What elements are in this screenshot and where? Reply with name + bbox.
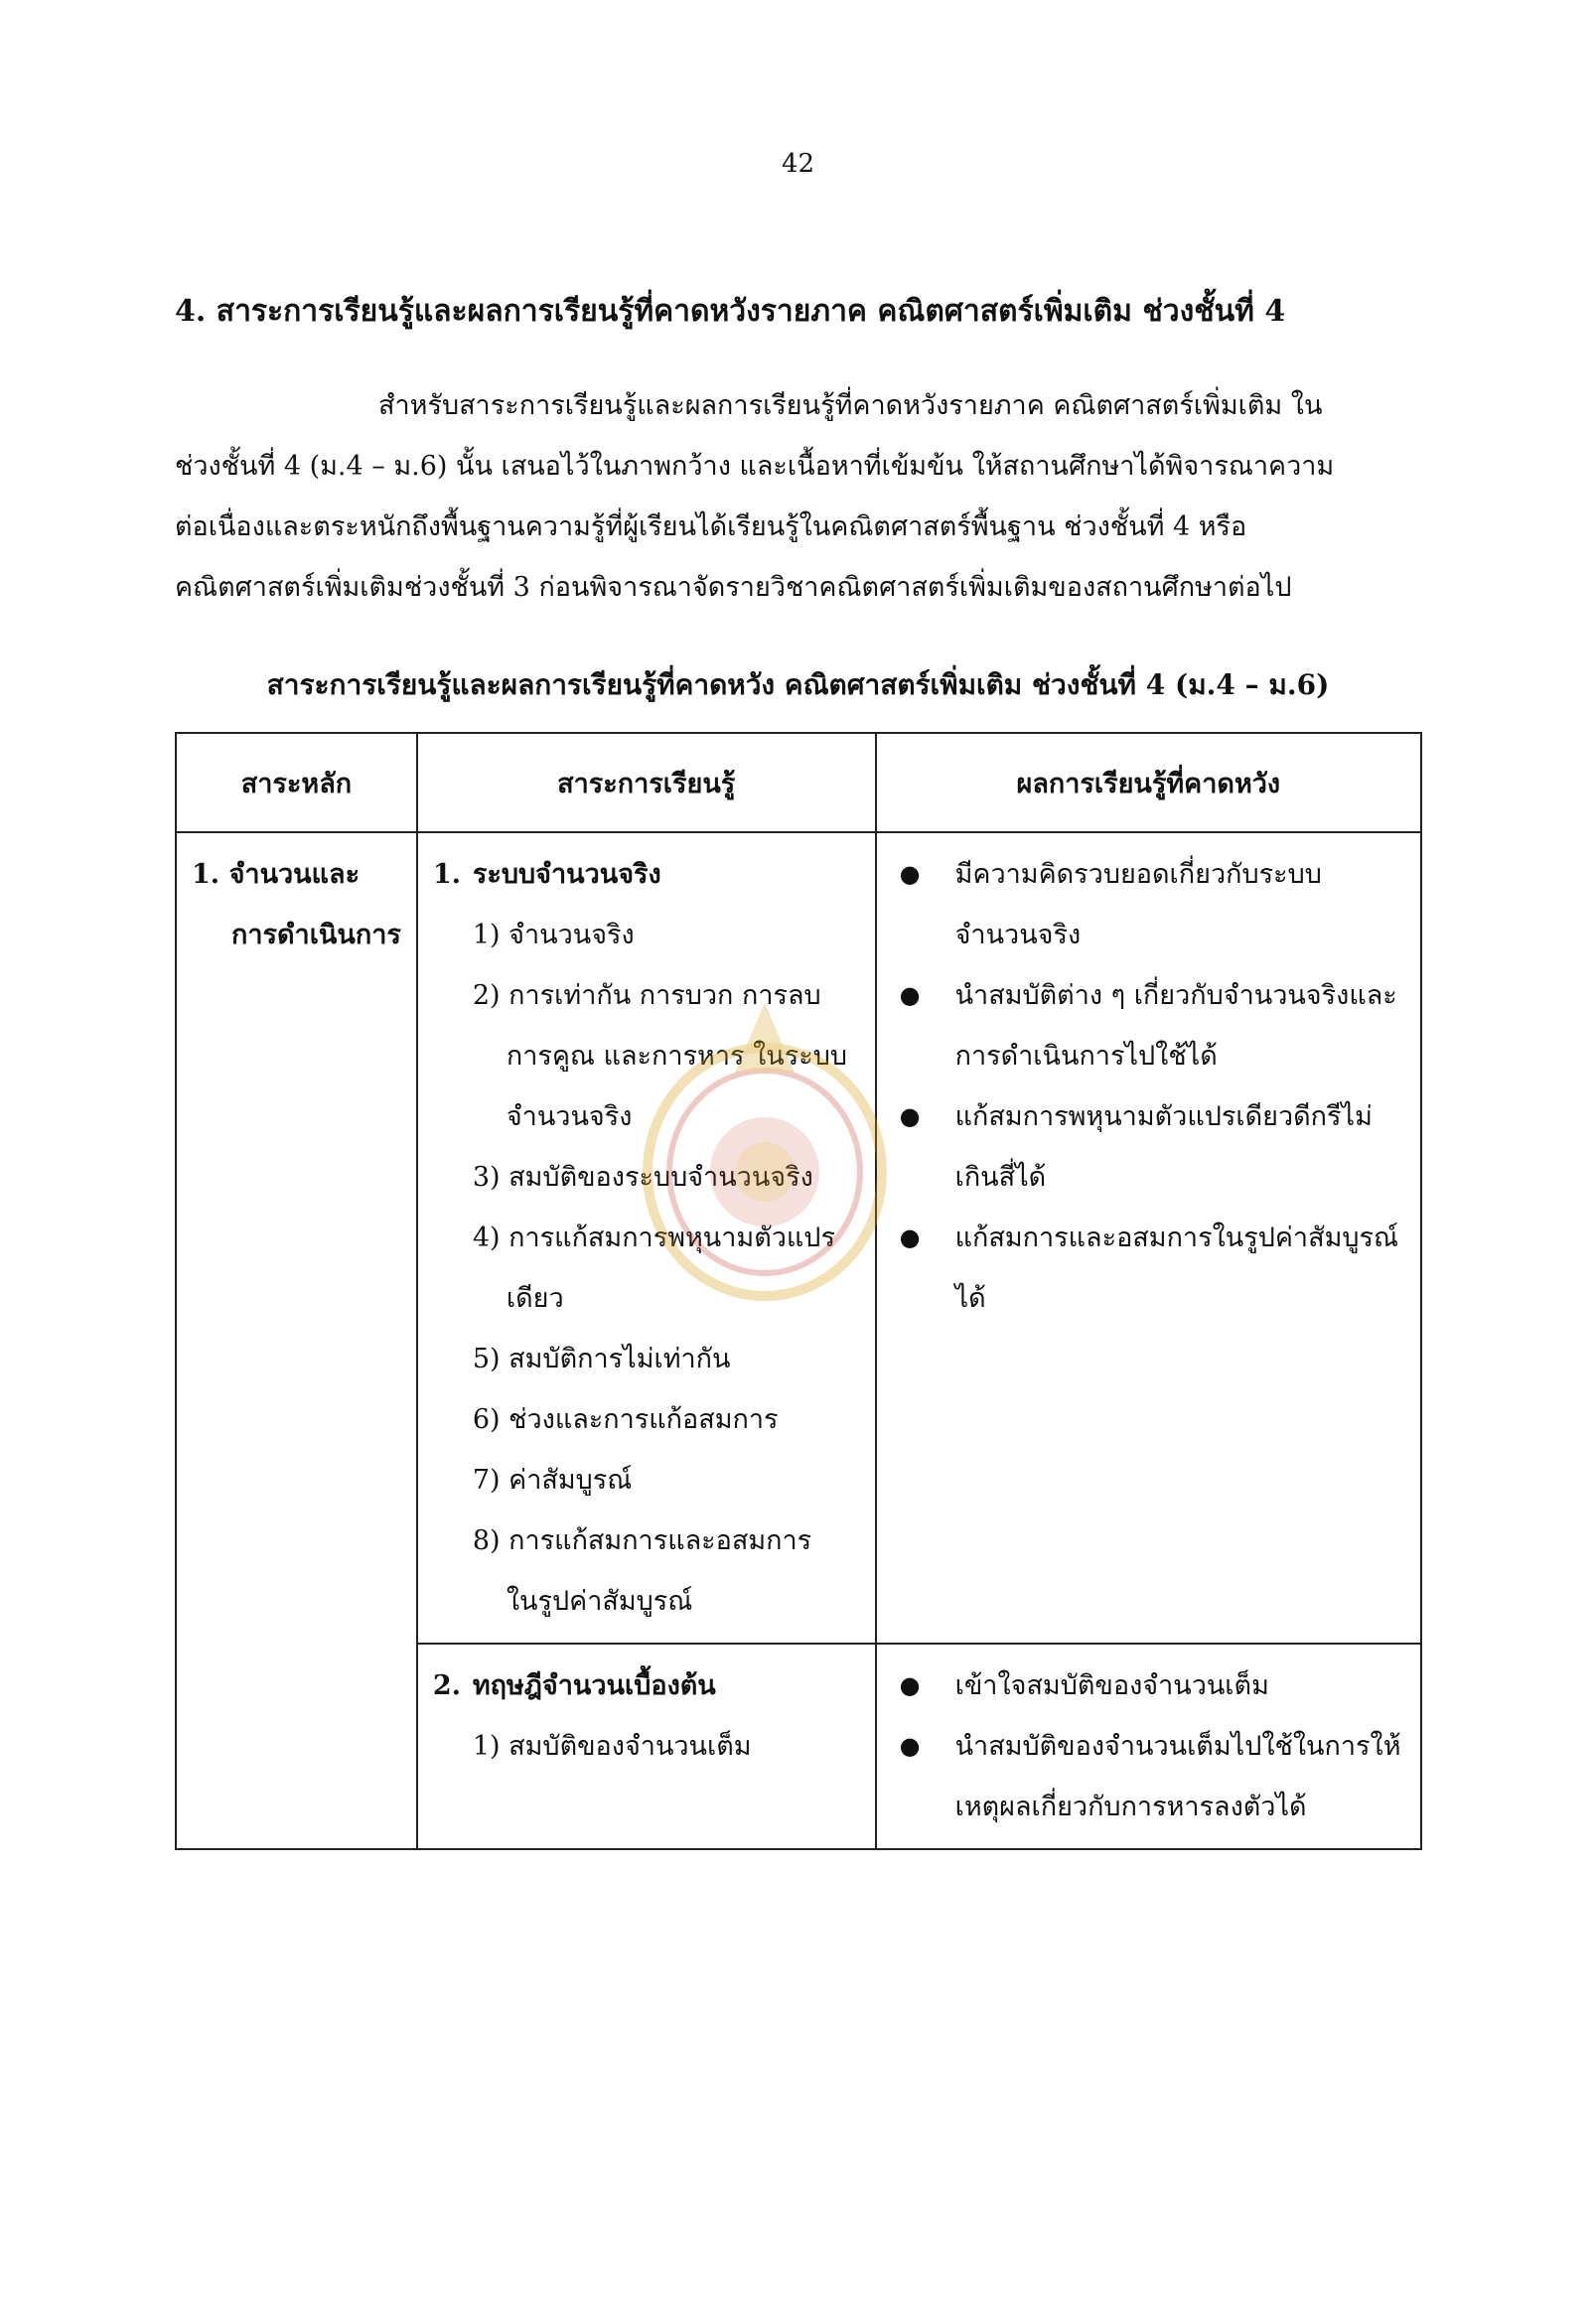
outcome-text: มีความคิดรวบยอดเกี่ยวกับระบบ — [954, 859, 1322, 890]
outcomes-cell — [876, 832, 1421, 1644]
outcome-text: จำนวนจริง — [954, 920, 1082, 950]
intro-line: สำหรับสาระการเรียนรู้และผลการเรียนรู้ที่คาดหวังรายภาค คณิตศาสตร์เพิ่มเติม ใน — [378, 390, 1323, 421]
content-group-label: ระบบจำนวนจริง — [472, 859, 661, 890]
header-expected-outcomes: ผลการเรียนรู้ที่คาดหวัง — [876, 733, 1421, 832]
content-item-text: ในรูปค่าสัมบูรณ์ — [506, 1586, 693, 1617]
table-caption: สาระการเรียนรู้และผลการเรียนรู้ที่คาดหวัง คณิตศาสตร์เพิ่มเติม ช่วงชั้นที่ 4 (ม.4 – ม.6) — [266, 668, 1330, 701]
content-item — [433, 1450, 860, 1511]
bullet-icon: ● — [899, 1223, 921, 1251]
outcome-text: เหตุผลเกี่ยวกับการหารลงตัวได้ — [954, 1792, 1307, 1822]
curriculum-table-wrapper — [175, 732, 1422, 1850]
content-item — [433, 965, 860, 1147]
outcome-text: ได้ — [954, 1283, 986, 1314]
content-item — [433, 1329, 860, 1389]
bullet-icon: ● — [899, 1671, 921, 1699]
learning-content-cell — [417, 832, 876, 1644]
content-item — [433, 905, 860, 965]
outcome-text: นำสมบัติของจำนวนเต็มไปใช้ในการให้ — [954, 1731, 1401, 1762]
curriculum-table — [175, 732, 1422, 1850]
intro-paragraph — [175, 375, 1406, 618]
outcome-text: เกินสี่ได้ — [954, 1162, 1047, 1193]
content-item — [433, 1511, 860, 1632]
content-group-label: ทฤษฎีจำนวนเบื้องต้น — [472, 1670, 716, 1701]
outcome-item — [892, 1716, 1405, 1837]
header-main-topic: สาระหลัก — [176, 733, 417, 832]
main-topic — [178, 834, 415, 975]
bullet-icon: ● — [899, 1102, 921, 1130]
content-item-text: 7) ค่าสัมบูรณ์ — [472, 1465, 633, 1496]
content-group-title — [433, 1655, 860, 1716]
outcome-item — [892, 844, 1405, 965]
content-group-number: 2. — [432, 1670, 462, 1701]
section-heading: 4. สาระการเรียนรู้และผลการเรียนรู้ที่คาดหวังรายภาค คณิตศาสตร์เพิ่มเติม ช่วงชั้นที่ 4 — [175, 294, 1286, 329]
header-learning-content: สาระการเรียนรู้ — [417, 733, 876, 832]
content-item-text: 8) การแก้สมการและอสมการ — [472, 1525, 812, 1556]
intro-line: ต่อเนื่องและตระหนักถึงพื้นฐานความรู้ที่ผู้เรียนได้เรียนรู้ในคณิตศาสตร์พื้นฐาน ช่วงชั้นที่ 4 หรือ — [175, 511, 1247, 542]
outcome-text: แก้สมการพหุนามตัวแปรเดียวดีกรีไม่ — [954, 1101, 1373, 1132]
outcome-item — [892, 1208, 1405, 1329]
page-number: 42 — [781, 149, 815, 179]
content-item-text: การคูณ และการหาร ในระบบ — [506, 1041, 847, 1072]
main-topic-line: การดำเนินการ — [231, 920, 401, 950]
content-item-text: 6) ช่วงและการแก้อสมการ — [472, 1404, 779, 1435]
outcome-text: เข้าใจสมบัติของจำนวนเต็ม — [954, 1670, 1269, 1701]
intro-line: ช่วงชั้นที่ 4 (ม.4 – ม.6) นั้น เสนอไว้ในภาพกว้าง และเนื้อหาที่เข้มข้น ให้สถานศึกษาได้พิจารณาความ — [175, 451, 1335, 482]
content-group-title — [433, 844, 860, 905]
main-topic-line: 1. จำนวนและ — [192, 859, 361, 890]
content-item-text: เดียว — [506, 1283, 564, 1314]
content-item — [433, 1147, 860, 1208]
content-item-text: 4) การแก้สมการพหุนามตัวแปร — [472, 1223, 835, 1253]
content-item-text: 5) สมบัติการไม่เท่ากัน — [472, 1344, 731, 1374]
content-item-text: 1) จำนวนจริง — [472, 920, 635, 950]
main-topic-cell — [176, 832, 417, 1849]
outcome-item — [892, 965, 1405, 1086]
content-group-number: 1. — [432, 859, 462, 890]
outcome-item — [892, 1655, 1405, 1716]
learning-content-cell — [417, 1644, 876, 1849]
outcome-text: นำสมบัติต่าง ๆ เกี่ยวกับจำนวนจริงและ — [954, 980, 1397, 1011]
table-header-row — [176, 733, 1421, 832]
content-item — [433, 1208, 860, 1329]
content-item — [433, 1716, 860, 1777]
bullet-icon: ● — [899, 981, 921, 1009]
content-item-text: 1) สมบัติของจำนวนเต็ม — [472, 1731, 752, 1762]
content-item — [433, 1389, 860, 1450]
content-item-text: 3) สมบัติของระบบจำนวนจริง — [472, 1162, 813, 1193]
outcome-text: การดำเนินการไปใช้ได้ — [954, 1041, 1218, 1072]
outcome-item — [892, 1086, 1405, 1208]
content-item-text: จำนวนจริง — [506, 1101, 633, 1132]
bullet-icon: ● — [899, 860, 921, 888]
table-row — [176, 832, 1421, 1644]
outcomes-cell — [876, 1644, 1421, 1849]
bullet-icon: ● — [899, 1732, 921, 1760]
outcome-text: แก้สมการและอสมการในรูปค่าสัมบูรณ์ — [954, 1223, 1399, 1253]
intro-line: คณิตศาสตร์เพิ่มเติมช่วงชั้นที่ 3 ก่อนพิจารณาจัดรายวิชาคณิตศาสตร์เพิ่มเติมของสถานศึกษาต่อไป — [175, 572, 1292, 603]
content-item-text: 2) การเท่ากัน การบวก การลบ — [472, 980, 821, 1011]
